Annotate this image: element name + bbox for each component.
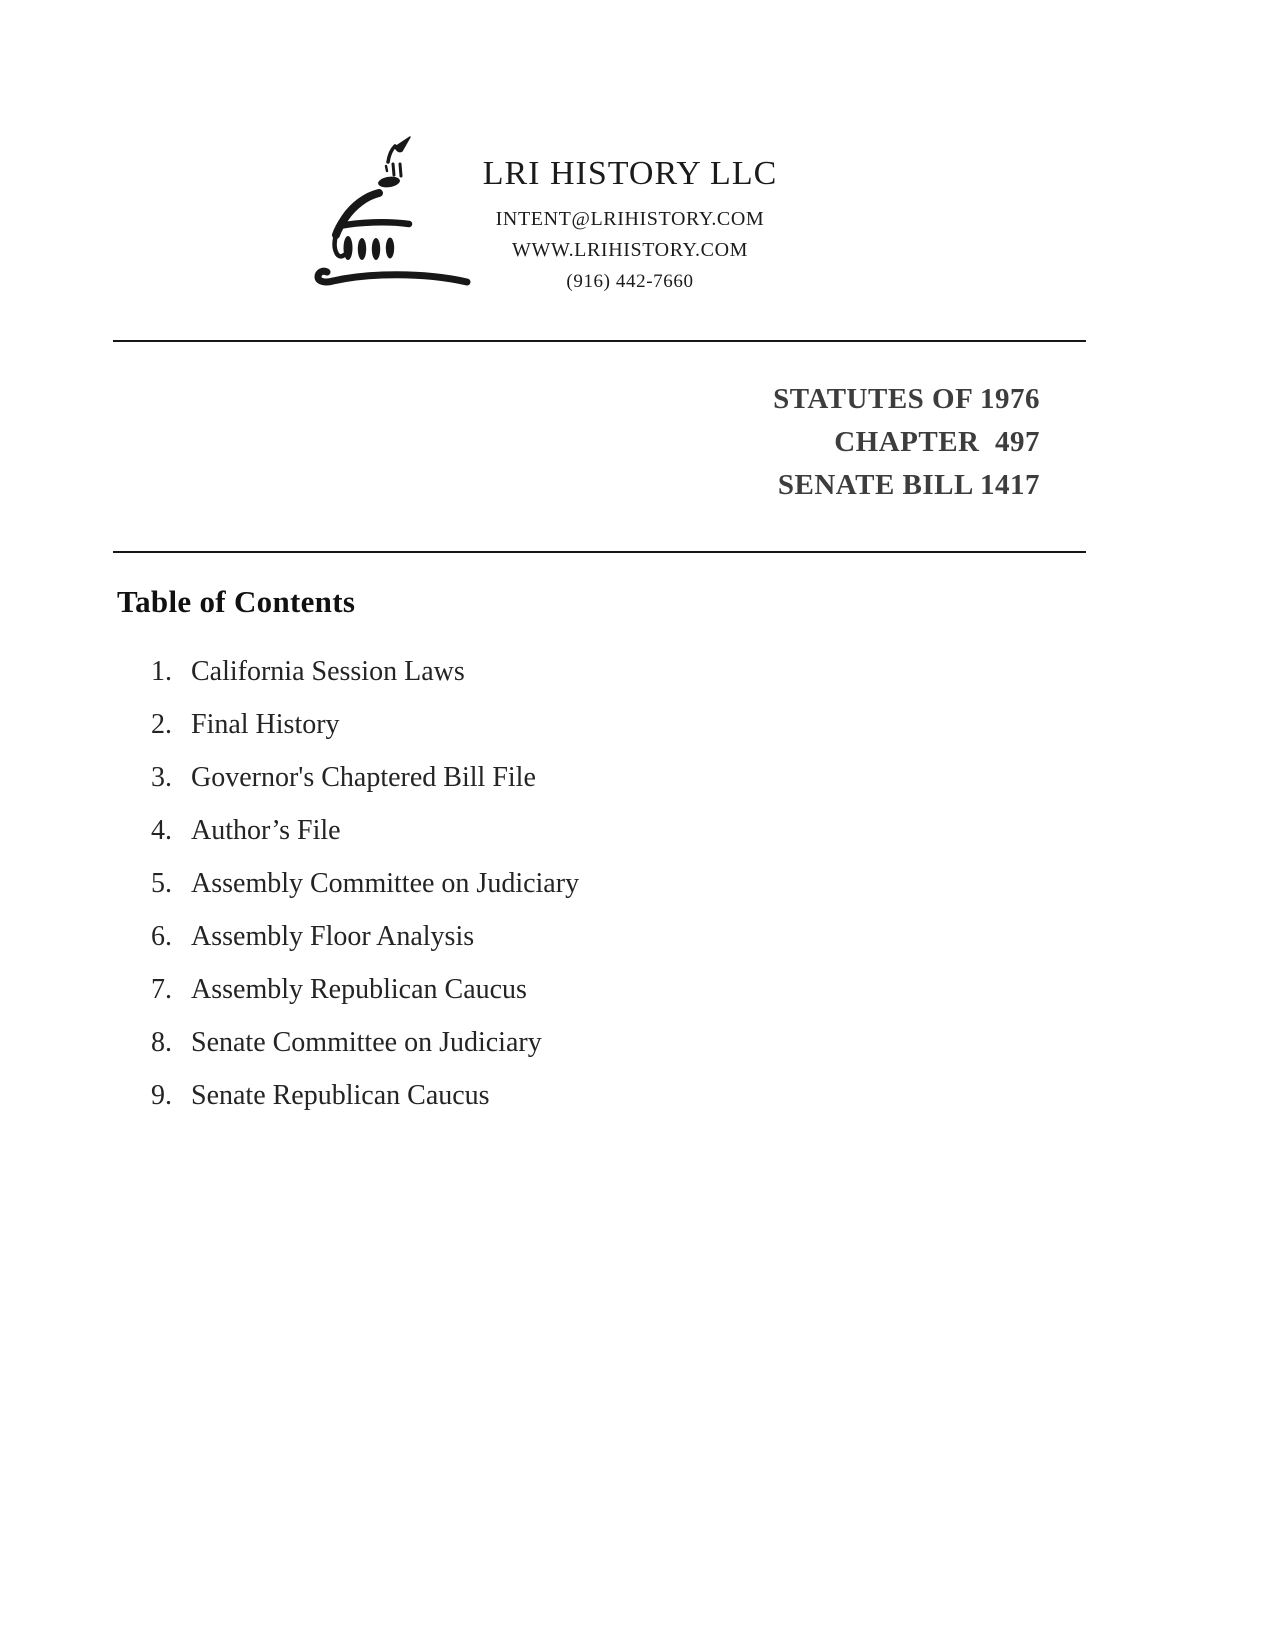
toc-item-number: 1. xyxy=(151,655,172,687)
title-block xyxy=(773,378,1040,507)
letterhead-text xyxy=(410,154,850,297)
toc-item-label: Author’s File xyxy=(191,814,341,846)
toc-item xyxy=(151,910,579,963)
toc-item-number: 9. xyxy=(151,1079,172,1111)
toc-item-label: Assembly Floor Analysis xyxy=(191,920,475,952)
toc-item xyxy=(151,645,579,698)
toc-item-number: 8. xyxy=(151,1026,172,1058)
toc-item-number: 4. xyxy=(151,814,172,846)
chapter-line: CHAPTER 497 xyxy=(834,426,1040,458)
toc-item-label: Senate Republican Caucus xyxy=(191,1079,490,1111)
toc-item xyxy=(151,857,579,910)
toc-item-number: 3. xyxy=(151,761,172,793)
toc-item-label: Assembly Republican Caucus xyxy=(191,973,527,1005)
phone-number: (916) 442-7660 xyxy=(566,271,694,292)
toc-list xyxy=(151,645,579,1122)
website-url: WWW.LRIHISTORY.COM xyxy=(511,239,748,261)
senate-bill-line: SENATE BILL 1417 xyxy=(777,469,1040,501)
statutes-line: STATUTES OF 1976 xyxy=(773,383,1040,415)
toc-item xyxy=(151,804,579,857)
toc-item xyxy=(151,963,579,1016)
toc-item-label: Assembly Committee on Judiciary xyxy=(191,867,580,899)
toc-item-label: Final History xyxy=(191,708,340,740)
toc-item-number: 2. xyxy=(151,708,172,740)
toc-item xyxy=(151,698,579,751)
toc-item-number: 6. xyxy=(151,920,172,952)
toc-item-label: California Session Laws xyxy=(191,655,465,687)
divider-bottom xyxy=(113,551,1086,553)
email-address: INTENT@LRIHISTORY.COM xyxy=(495,208,765,230)
toc-item xyxy=(151,751,579,804)
toc-item-number: 5. xyxy=(151,867,172,899)
toc-item xyxy=(151,1016,579,1069)
toc-item xyxy=(151,1069,579,1122)
company-name: LRI HISTORY LLC xyxy=(482,155,778,192)
toc-item-label: Senate Committee on Judiciary xyxy=(191,1026,542,1058)
toc-heading: Table of Contents xyxy=(117,584,356,619)
toc-item-label: Governor's Chaptered Bill File xyxy=(191,761,536,793)
toc-item-number: 7. xyxy=(151,973,172,1005)
divider-top xyxy=(113,340,1086,342)
